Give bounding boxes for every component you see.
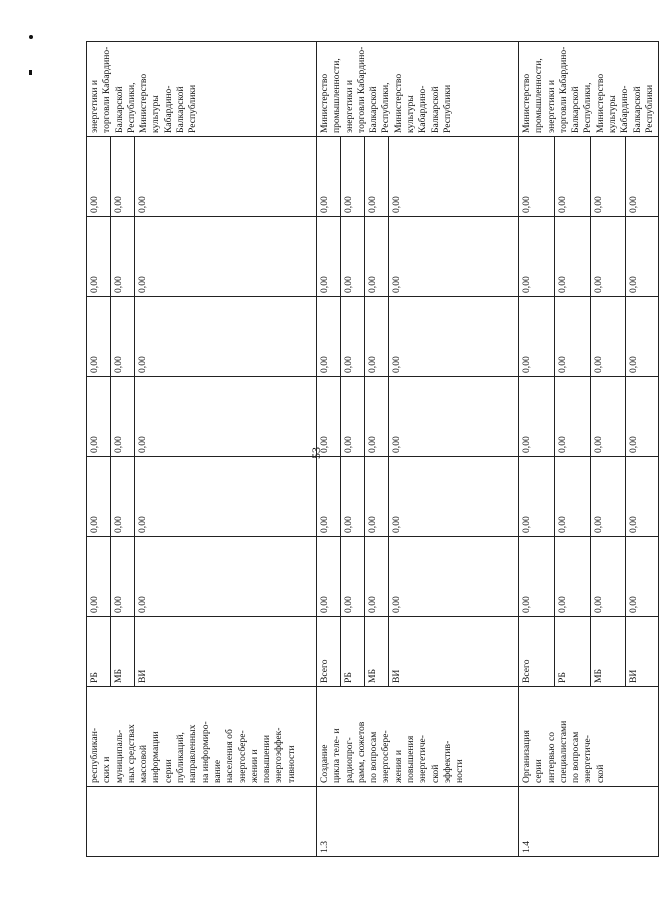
amount-cell: 0,00 (135, 537, 317, 617)
amount-cell: 0,00 (590, 137, 626, 217)
table-row (317, 42, 341, 857)
amount-cell: 0,00 (554, 137, 590, 217)
amount-cell: 0,00 (317, 137, 341, 217)
amount-cell: 0,00 (135, 457, 317, 537)
table-row (87, 42, 111, 857)
funding-source: ВИ (626, 617, 659, 687)
amount-cell: 0,00 (365, 297, 389, 377)
amount-cell: 0,00 (317, 297, 341, 377)
funding-source: РБ (341, 617, 365, 687)
amount-cell: 0,00 (590, 537, 626, 617)
amount-cell: 0,00 (87, 297, 111, 377)
amount-cell: 0,00 (135, 297, 317, 377)
amount-cell: 0,00 (365, 537, 389, 617)
amount-cell: 0,00 (135, 137, 317, 217)
amount-cell: 0,00 (389, 297, 519, 377)
funding-source: ВИ (389, 617, 519, 687)
amount-cell: 0,00 (554, 377, 590, 457)
amount-cell: 0,00 (590, 457, 626, 537)
amount-cell: 0,00 (626, 297, 659, 377)
amount-cell: 0,00 (87, 137, 111, 217)
amount-cell: 0,00 (519, 537, 555, 617)
amount-cell: 0,00 (365, 217, 389, 297)
amount-cell: 0,00 (111, 217, 135, 297)
amount-cell: 0,00 (111, 297, 135, 377)
amount-cell: 0,00 (554, 457, 590, 537)
row-number: 1.3 (317, 787, 519, 857)
amount-cell: 0,00 (317, 377, 341, 457)
funding-source: ВИ (135, 617, 317, 687)
amount-cell: 0,00 (87, 457, 111, 537)
amount-cell: 0,00 (519, 217, 555, 297)
amount-cell: 0,00 (389, 137, 519, 217)
scan-mark-top (29, 35, 33, 39)
amount-cell: 0,00 (341, 297, 365, 377)
amount-cell: 0,00 (111, 137, 135, 217)
executor-cell: Министерство промышленности, энергетики и торговли Кабардино-Балкарской Республики, Министерство культуры Кабардино-Балкарской Республики (519, 42, 659, 137)
amount-cell: 0,00 (111, 457, 135, 537)
amount-cell: 0,00 (626, 537, 659, 617)
amount-cell: 0,00 (135, 377, 317, 457)
funding-source: МБ (590, 617, 626, 687)
amount-cell: 0,00 (389, 537, 519, 617)
amount-cell: 0,00 (317, 217, 341, 297)
executor-cell: Министерство промышленности, энергетики и торговли Кабардино-Балкарской Республики, Министерство культуры Кабардино-Балкарской Республики (317, 42, 519, 137)
amount-cell: 0,00 (554, 297, 590, 377)
amount-cell: 0,00 (341, 457, 365, 537)
amount-cell: 0,00 (554, 537, 590, 617)
measure-title: Создание цикла теле- и радиопрог- рамм, сюжетов по вопросам энергосбере- жения и повышения энергетиче- ской эффектив- ности (317, 687, 519, 787)
program-table (86, 41, 659, 857)
funding-source: РБ (87, 617, 111, 687)
row-number: 1.4 (519, 787, 659, 857)
amount-cell: 0,00 (87, 217, 111, 297)
amount-cell: 0,00 (365, 137, 389, 217)
amount-cell: 0,00 (365, 377, 389, 457)
amount-cell: 0,00 (341, 217, 365, 297)
amount-cell: 0,00 (111, 537, 135, 617)
amount-cell: 0,00 (626, 137, 659, 217)
amount-cell: 0,00 (626, 217, 659, 297)
amount-cell: 0,00 (341, 137, 365, 217)
executor-cell: энергетики и торговли Кабардино-Балкарской Республики, Министерство культуры Кабардино-Балкарской Республики (87, 42, 317, 137)
page-number: 53 (309, 447, 323, 459)
funding-source: Всего (317, 617, 341, 687)
row-number (87, 787, 317, 857)
amount-cell: 0,00 (87, 377, 111, 457)
amount-cell: 0,00 (626, 377, 659, 457)
amount-cell: 0,00 (519, 137, 555, 217)
scan-mark-bottom (29, 70, 32, 75)
amount-cell: 0,00 (317, 537, 341, 617)
table-row (519, 42, 555, 857)
amount-cell: 0,00 (519, 457, 555, 537)
amount-cell: 0,00 (135, 217, 317, 297)
amount-cell: 0,00 (111, 377, 135, 457)
amount-cell: 0,00 (341, 377, 365, 457)
measure-title: республикан- ских и муниципаль- ных средствах массовой информации серии публикаций, направленных на информиро- вание населения об энергосбере- жении и повышении энергоэффек- тивности (87, 687, 317, 787)
amount-cell: 0,00 (590, 377, 626, 457)
amount-cell: 0,00 (554, 217, 590, 297)
funding-source: МБ (111, 617, 135, 687)
amount-cell: 0,00 (626, 457, 659, 537)
amount-cell: 0,00 (590, 217, 626, 297)
funding-source: МБ (365, 617, 389, 687)
funding-source: Всего (519, 617, 555, 687)
amount-cell: 0,00 (389, 217, 519, 297)
rotated-table-wrapper (86, 42, 655, 857)
amount-cell: 0,00 (389, 377, 519, 457)
amount-cell: 0,00 (87, 537, 111, 617)
amount-cell: 0,00 (389, 457, 519, 537)
amount-cell: 0,00 (519, 377, 555, 457)
amount-cell: 0,00 (317, 457, 341, 537)
amount-cell: 0,00 (365, 457, 389, 537)
measure-title: Организация серии интервью со специалистами по вопросам энергетиче- ской (519, 687, 659, 787)
funding-source: РБ (554, 617, 590, 687)
amount-cell: 0,00 (519, 297, 555, 377)
amount-cell: 0,00 (590, 297, 626, 377)
amount-cell: 0,00 (341, 537, 365, 617)
